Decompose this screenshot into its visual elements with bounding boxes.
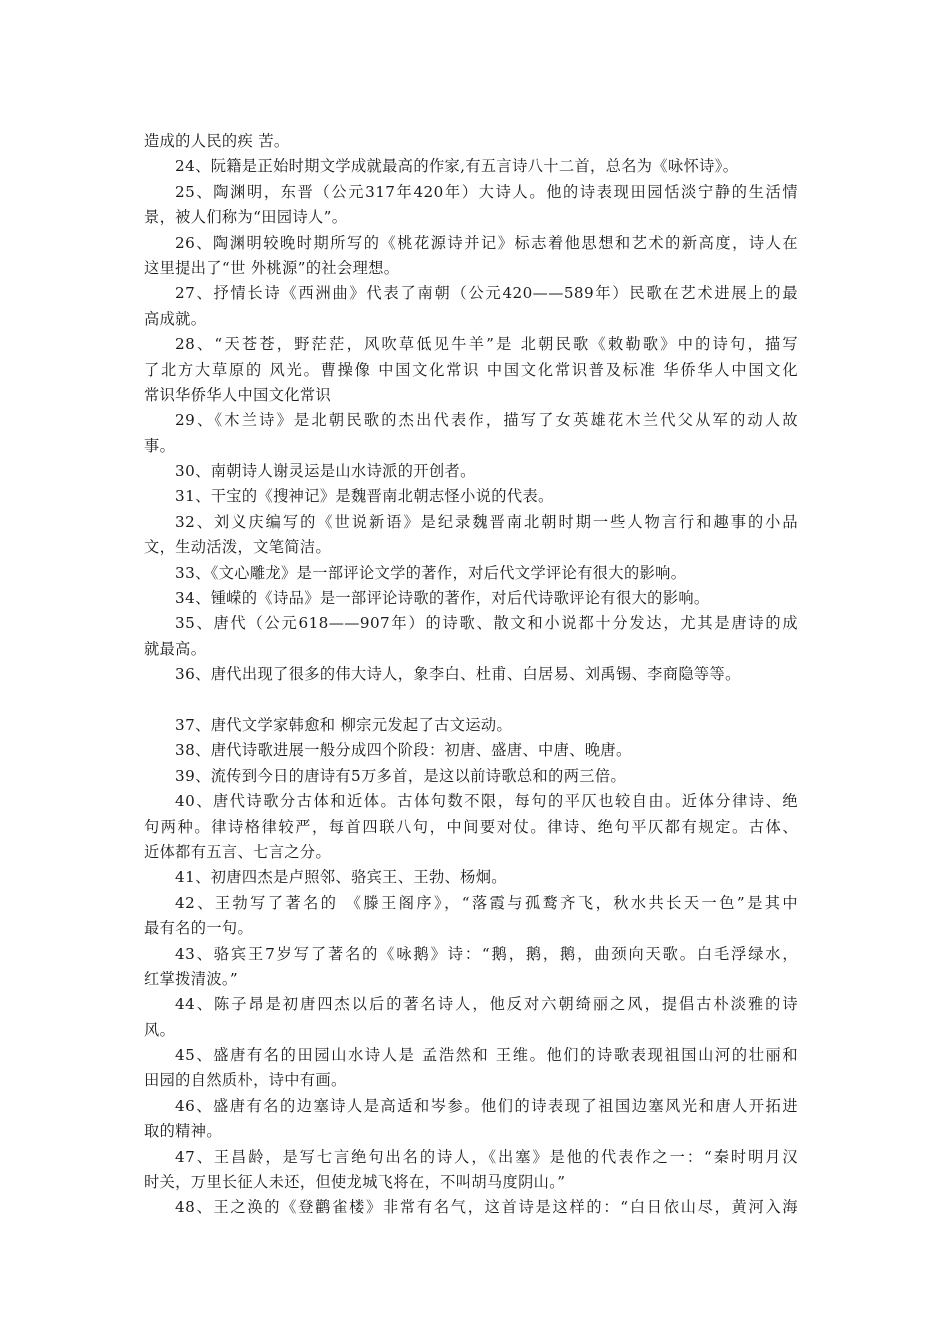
text-line: 高成就。 xyxy=(144,309,207,328)
text-line-item-29: 29、《木兰诗》是北朝民歌的杰出代表作，描写了女英雄花木兰代父从军的动人故 xyxy=(175,411,798,430)
text-line-item-32: 32、刘义庆编写的《世说新语》是纪录魏晋南北朝时期一些人物言行和趣事的小品 xyxy=(175,512,798,531)
text-line-item-44: 44、陈子昂是初唐四杰以后的著名诗人，他反对六朝绮丽之风，提倡古朴淡雅的诗 xyxy=(175,995,798,1014)
text-line: 造成的人民的疾 苦。 xyxy=(144,132,290,150)
text-line-item-26: 26、陶渊明较晚时期所写的《桃花源诗并记》标志着他思想和艺术的新高度，诗人在 xyxy=(175,233,798,252)
text-line: 句两种。律诗格律较严，每首四联八句，中间要对仗。律诗、绝句平仄都有规定。古体、 xyxy=(144,817,798,836)
text-line-item-27: 27、抒情长诗《西洲曲》代表了南朝（公元420——589年）民歌在艺术进展上的最 xyxy=(175,284,798,303)
text-line: 文，生动活泼，文笔简洁。 xyxy=(144,538,332,557)
text-line-item-28: 28、“天苍苍，野茫茫，风吹草低见牛羊”是 北朝民歌《敕勒歌》中的诗句，描写 xyxy=(175,335,798,354)
text-line: 最有名的一句。 xyxy=(144,919,254,938)
text-line: 了北方大草原的 风光。曹操像 中国文化常识 中国文化常识普及标准 华侨华人中国文化 xyxy=(144,360,798,379)
text-line-item-43: 43、骆宾王7岁写了著名的《咏鹅》诗：“鹅，鹅，鹅，曲颈向天歌。白毛浮绿水， xyxy=(175,944,798,963)
text-line-item-40: 40、唐代诗歌分古体和近体。古体句数不限，每句的平仄也较自由。近体分律诗、绝 xyxy=(175,792,798,811)
text-line: 时关，万里长征人未还，但使龙城飞将在，不叫胡马度阴山。” xyxy=(144,1173,566,1192)
document-body xyxy=(144,129,798,1221)
text-line-item-38: 38、唐代诗歌进展一般分成四个阶段：初唐、盛唐、中唐、晚唐。 xyxy=(175,741,632,760)
text-line: 近体都有五言、七言之分。 xyxy=(144,842,332,861)
text-line-item-45: 45、盛唐有名的田园山水诗人是 孟浩然和 王维。他们的诗歌表现祖国山河的壮丽和 xyxy=(175,1046,798,1065)
text-line-item-46: 46、盛唐有名的边塞诗人是高适和岑参。他们的诗表现了祖国边塞风光和唐人开拓进 xyxy=(175,1096,798,1115)
text-line-item-48: 48、王之涣的《登鹳雀楼》非常有名气，这首诗是这样的：“白日依山尽，黄河入海 xyxy=(175,1198,798,1217)
text-line-item-24: 24、阮籍是正始时期文学成就最高的作家,有五言诗八十二首，总名为《咏怀诗》。 xyxy=(175,157,739,176)
text-line-item-34: 34、锺嵘的《诗品》是一部评论诗歌的著作，对后代诗歌评论有很大的影响。 xyxy=(175,589,710,608)
text-line: 就最高。 xyxy=(144,639,207,658)
text-line: 红掌拨清波。” xyxy=(144,969,239,988)
text-line-item-35: 35、唐代（公元618——907年）的诗歌、散文和小说都十分发达，尤其是唐诗的成 xyxy=(175,614,798,633)
text-line: 这里提出了“世 外桃源”的社会理想。 xyxy=(144,258,400,277)
text-line-item-36: 36、唐代出现了很多的伟大诗人，象李白、杜甫、白居易、刘禹锡、李商隐等等。 xyxy=(175,665,741,684)
text-line-item-25: 25、陶渊明，东晋（公元317年420年）大诗人。他的诗表现田园恬淡宁静的生活情 xyxy=(175,182,798,201)
text-line: 景，被人们称为“田园诗人”。 xyxy=(144,208,348,227)
text-line: 风。 xyxy=(144,1020,176,1039)
text-line-item-37: 37、唐代文学家韩愈和 柳宗元发起了古文运动。 xyxy=(175,715,513,734)
text-line: 常识华侨华人中国文化常识 xyxy=(144,385,332,404)
text-line: 田园的自然质朴，诗中有画。 xyxy=(144,1071,347,1090)
text-line-item-47: 47、王昌龄，是写七言绝句出名的诗人，《出塞》是他的代表作之一：“秦时明月汉 xyxy=(175,1147,798,1166)
text-line-item-42: 42、王勃写了著名的 《滕王阁序》，“落霞与孤鹜齐飞，秋水共长天一色”是其中 xyxy=(175,893,798,912)
text-line: 事。 xyxy=(144,436,176,455)
paragraph-gap xyxy=(144,688,798,713)
text-line-item-41: 41、初唐四杰是卢照邻、骆宾王、王勃、杨炯。 xyxy=(175,868,507,887)
text-line-item-33: 33、《文心雕龙》是一部评论文学的著作，对后代文学评论有很大的影响。 xyxy=(175,563,687,582)
text-line-item-39: 39、流传到今日的唐诗有5万多首，是这以前诗歌总和的两三倍。 xyxy=(175,766,627,785)
text-line: 取的精神。 xyxy=(144,1122,222,1141)
text-line-item-30: 30、南朝诗人谢灵运是山水诗派的开创者。 xyxy=(175,462,476,481)
text-line-item-31: 31、干宝的《搜神记》是魏晋南北朝志怪小说的代表。 xyxy=(175,487,554,506)
